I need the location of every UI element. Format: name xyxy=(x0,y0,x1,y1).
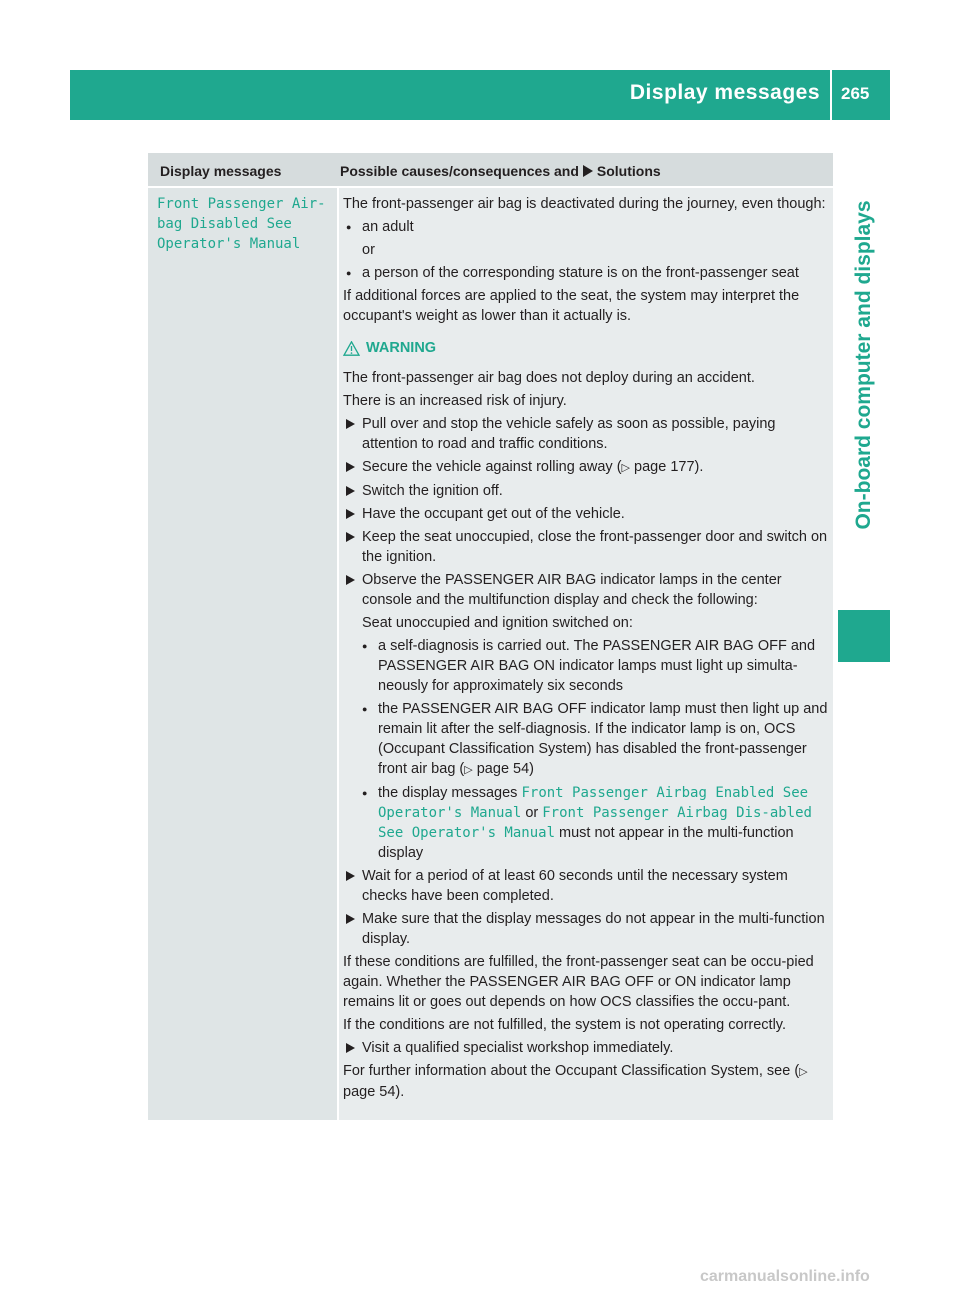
step-arrow-icon xyxy=(346,1043,355,1053)
instruction-step: Switch the ignition off. xyxy=(343,481,829,501)
chapter-tab-label: On-board computer and displays xyxy=(852,200,875,530)
page-header xyxy=(70,70,890,120)
page-number: 265 xyxy=(841,84,870,103)
instruction-step: Observe the PASSENGER AIR BAG indicator lamps in the center console and the multifunction display and check the following: xyxy=(343,570,829,610)
instruction-step: Secure the vehicle against rolling away (▷ page 177). xyxy=(343,457,829,478)
intro-paragraph: The front-passenger air bag is deactivated during the journey, even though: xyxy=(343,196,826,212)
step-arrow-icon xyxy=(346,486,355,496)
watermark: carmanualsonline.info xyxy=(700,1268,870,1285)
sub-bullet-item: ● a self-diagnosis is carried out. The PASSENGER AIR BAG OFF and PASSENGER AIR BAG ON indicator lamps must light up simulta-neously for approximately six seconds xyxy=(359,636,829,696)
sub-bullet-item: ● the display messages Front Passenger Airbag Enabled See Operator's Manual or Front Passenger Airbag Dis‐abled See Operator's Manual must not appear in the multi-function display xyxy=(359,783,829,863)
column-header-causes xyxy=(340,163,661,179)
warning-label: WARNING xyxy=(366,340,437,356)
page-reference-icon: ▷ xyxy=(799,1066,808,1078)
warning-triangle-icon xyxy=(343,341,360,356)
chapter-marker xyxy=(838,610,890,662)
step-arrow-icon xyxy=(346,871,355,881)
instruction-step: Visit a qualified specialist workshop immediately. xyxy=(343,1038,829,1058)
instruction-step: Keep the seat unoccupied, close the front-passenger door and switch on the ignition. xyxy=(343,527,829,567)
conditions-paragraph: If these conditions are fulfilled, the front-passenger seat can be occu-pied again. Whether the PASSENGER AIR BAG OFF or ON indicator lamp remains lit or goes out depends on how OCS classifies the occu-pant. xyxy=(343,954,814,1010)
step-arrow-icon xyxy=(346,462,355,472)
bullet-item: ● an adult xyxy=(343,217,829,237)
column-header-solutions-text: Solutions xyxy=(596,163,661,179)
chapter-tab xyxy=(838,130,890,600)
further-info-paragraph: For further information about the Occupant Classification System, see (▷ page 54). xyxy=(343,1063,808,1100)
instruction-step: Make sure that the display messages do not appear in the multi-function display. xyxy=(343,909,829,949)
table-header xyxy=(148,153,833,186)
display-message-code: Front Passenger Airbag Dis‐abled See Operator's Manual xyxy=(378,805,812,841)
step-arrow-icon xyxy=(346,532,355,542)
column-header-messages: Display messages xyxy=(160,163,282,179)
header-title: Display messages xyxy=(629,81,820,104)
column-header-causes-text: Possible causes/consequences and xyxy=(340,163,579,179)
sub-heading: Seat unoccupied and ignition switched on: xyxy=(362,615,633,631)
instruction-step: Pull over and stop the vehicle safely as soon as possible, paying attention to road and traffic conditions. xyxy=(343,414,829,454)
display-message-code: Front Passenger Air‐bag Disabled See Operator's Manual xyxy=(157,196,326,252)
instruction-step: Have the occupant get out of the vehicle. xyxy=(343,504,829,524)
warning-text: The front-passenger air bag does not deploy during an accident. xyxy=(343,370,755,386)
display-message-code: Front Passenger Airbag Enabled See Operator's Manual xyxy=(378,785,809,821)
play-arrow-icon xyxy=(583,165,593,177)
page-reference-icon: ▷ xyxy=(621,462,630,474)
bullet-item: ● a person of the corresponding stature is on the front-passenger seat xyxy=(343,263,829,283)
step-arrow-icon xyxy=(346,509,355,519)
solution-content xyxy=(343,194,829,1105)
step-arrow-icon xyxy=(346,914,355,924)
not-fulfilled-paragraph: If the conditions are not fulfilled, the system is not operating correctly. xyxy=(343,1017,787,1033)
step-arrow-icon xyxy=(346,575,355,585)
table-row-solution-cell xyxy=(339,188,833,1120)
page-reference-icon: ▷ xyxy=(464,764,473,776)
header-divider xyxy=(830,70,832,120)
sub-bullet-item: ● the PASSENGER AIR BAG OFF indicator lamp must then light up and remain lit after the self-diagnosis. If the indicator lamp is on, OCS (Occupant Classification System) has disabled the front-passenger front air bag (▷ page 54) xyxy=(359,699,829,780)
table-row-message-cell xyxy=(148,188,337,1120)
warning-risk: There is an increased risk of injury. xyxy=(343,393,567,409)
step-arrow-icon xyxy=(346,419,355,429)
instruction-step: Wait for a period of at least 60 seconds until the necessary system checks have been completed. xyxy=(343,866,829,906)
warning-heading xyxy=(343,338,829,358)
or-text: or xyxy=(362,242,375,258)
forces-paragraph: If additional forces are applied to the seat, the system may interpret the occupant's weight as lower than it actually is. xyxy=(343,288,800,324)
